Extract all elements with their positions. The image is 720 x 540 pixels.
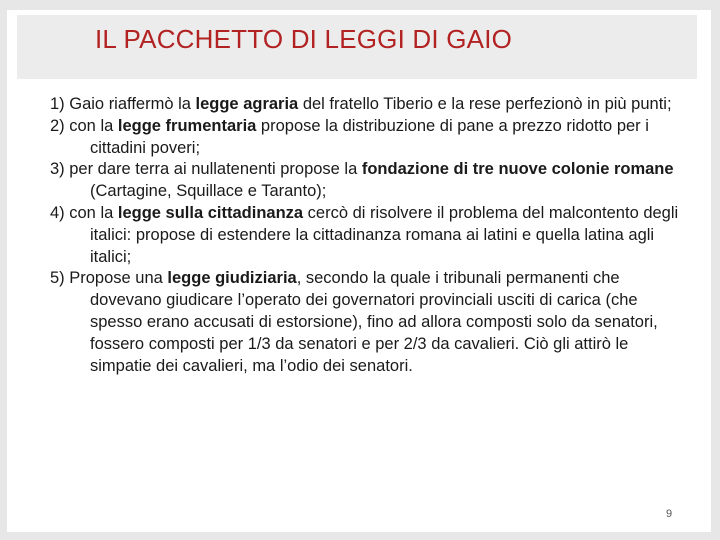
list-item — [50, 159, 690, 203]
item-bold-text: legge agraria — [195, 95, 299, 113]
item-text: 4) con la — [50, 203, 118, 222]
slide-body — [50, 94, 690, 377]
item-bold-text: legge giudiziaria — [167, 269, 297, 288]
item-bold-text: legge sulla cittadinanza — [117, 203, 304, 222]
item-text: del fratello Tiberio e la rese perfezionò in più punti; — [298, 95, 672, 113]
slide-title: IL PACCHETTO DI LEGGI DI GAIO — [95, 24, 513, 54]
list-item — [50, 203, 690, 268]
item-text: 1) Gaio riaffermò la — [50, 95, 196, 113]
list-item — [50, 94, 690, 116]
item-text: cercò di risolvere il problema del malcontento degli italici: propose di estendere la cittadinanza romana ai latini e quella latina agli italici; — [90, 203, 679, 266]
item-text: 2) con la — [50, 116, 118, 135]
list-item — [50, 116, 690, 160]
list-item — [50, 268, 690, 377]
item-text: , secondo la quale i tribunali permanenti che dovevano giudicare l’operato dei governatori provinciali usciti di carica (che spesso erano accusati di estorsione), fino ad allora composti solo da senatori, fossero composti per 1/3 da senatori e per 2/3 da cavalieri. Ciò gli attirò le simpatie dei cavalieri, ma l’odio dei senatori. — [90, 269, 658, 375]
item-text: 3) per dare terra ai nullatenenti propose la — [50, 160, 362, 179]
item-text: propose la distribuzione di pane a prezzo ridotto per i cittadini poveri; — [90, 116, 649, 157]
item-bold-text: fondazione di tre nuove colonie romane — [361, 160, 674, 179]
item-bold-text: legge frumentaria — [117, 116, 257, 135]
page-number: 9 — [666, 508, 673, 520]
item-text: 5) Propose una — [50, 269, 168, 288]
item-text: (Cartagine, Squillace e Taranto); — [90, 182, 327, 201]
